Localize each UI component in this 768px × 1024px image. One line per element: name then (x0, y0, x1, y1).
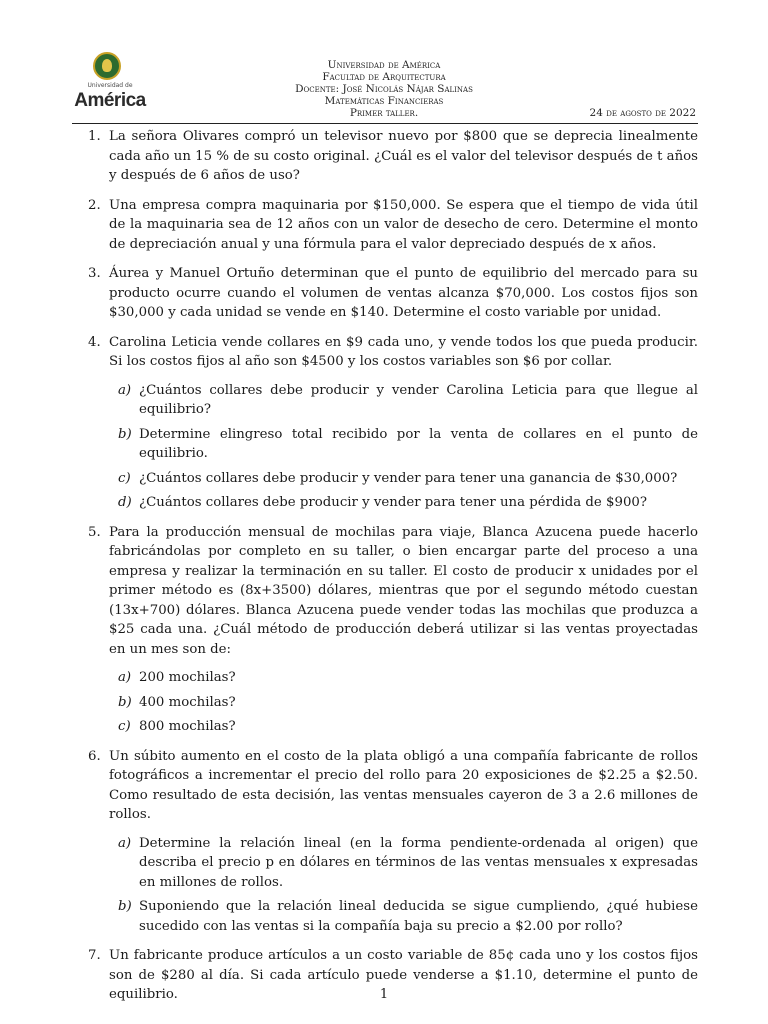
problem-text: La señora Olivares compró un televisor nuevo por $800 que se deprecia linealmente cada año un 15 % de su costo original. ¿Cuál es el valor del televisor después de t años y después de 6 años de uso? (109, 129, 698, 183)
header-rule (72, 123, 698, 124)
problem-number: 1. (88, 129, 101, 144)
sub-question (109, 493, 698, 513)
header-info (234, 59, 534, 119)
sub-question (109, 717, 698, 737)
sub-question-text: ¿Cuántos collares debe producir y vender para tener una pérdida de $900? (139, 495, 647, 510)
sub-question-text: 200 mochilas? (139, 670, 236, 685)
page-number: 1 (379, 987, 389, 1002)
logo-name: América (74, 90, 146, 111)
sub-question-text: ¿Cuántos collares debe producir y vender para tener una ganancia de $30,000? (139, 470, 678, 486)
sub-question-list (109, 834, 698, 937)
logo-caption: Universidad de (87, 82, 133, 89)
problem-number: 4. (88, 334, 101, 350)
sub-question-text: Determine elingreso total recibido por la venta de collares en el punto de equilibrio. (139, 426, 698, 461)
assignment-title: Primer taller. (349, 107, 419, 119)
sub-question (109, 693, 698, 713)
problem-number: 7. (88, 948, 101, 963)
problem-item (80, 264, 698, 323)
sub-question (109, 668, 698, 688)
problem-number: 3. (88, 266, 101, 281)
sub-question-text: 400 mochilas? (139, 694, 236, 710)
sub-question-text: Determine la relación lineal (en la forma pendiente-ordenada al origen) que describa el precio p en dólares en términos de las ventas mensuales x expresadas en millones de rollos. (139, 835, 698, 890)
sub-question-list (109, 381, 698, 513)
sub-question-label: d) (118, 495, 132, 510)
problem-text: Para la producción mensual de mochilas para viaje, Blanca Azucena puede hacerlo fabricándolas por completo en su taller, o bien encargar parte del proceso a una empresa y realizar la terminación en su taller. El costo de producir x unidades por el primer método es (8x+3500) dólares, mientras que por el segundo método cuestan (13x+700) dólares. Blanca Azucena puede vender todas las mochilas que produzca a $25 cada una. ¿Cuál método de producción deberá utilizar si las ventas proyectadas en un mes son de: (109, 524, 698, 657)
problem-item (80, 196, 698, 255)
sub-question (109, 381, 698, 420)
sub-question-label: a) (118, 382, 132, 398)
sub-question-label: a) (118, 835, 132, 851)
problem-item (80, 333, 698, 513)
faculty-name: Facultad de Arquitectura (322, 71, 446, 83)
university-seal-icon (93, 52, 121, 80)
problem-list (80, 127, 698, 1015)
sub-question-text: ¿Cuántos collares debe producir y vender Carolina Leticia para que llegue al equilibrio? (139, 382, 698, 417)
problem-item (80, 127, 698, 186)
sub-question-label: c) (118, 470, 131, 486)
problem-text: Un súbito aumento en el costo de la plata obligó a una compañía fabricante de rollos fotográficos a incrementar el precio del rollo para 20 exposiciones de $2.25 a $2.50. Como resultado de esta decisión, las ventas mensuales cayeron de 3 a 2.6 millones de rollos. (109, 748, 698, 822)
problem-text: Una empresa compra maquinaria por $150,000. Se espera que el tiempo de vida útil de la maquinaria sea de 12 años con un valor de desecho de cero. Determine el monto de depreciación anual y una fórmula para el valor depreciado después de x años. (109, 197, 698, 252)
problem-number: 5. (88, 524, 101, 540)
sub-question-text: Suponiendo que la relación lineal deducida se sigue cumpliendo, ¿qué hubiese sucedido con las ventas si la compañía baja su precio a $2.00 por rollo? (139, 899, 698, 934)
problem-number: 2. (88, 197, 101, 213)
problem-text: Carolina Leticia vende collares en $9 cada uno, y vende todos los que pueda producir. Si los costos fijos al año son $4500 y los costos variables son $6 por collar. (109, 334, 698, 369)
sub-question-text: 800 mochilas? (139, 719, 236, 734)
sub-question (109, 425, 698, 464)
problem-item (80, 747, 698, 937)
sub-question-label: b) (118, 426, 132, 442)
sub-question (109, 469, 698, 489)
sub-question-label: b) (118, 694, 132, 710)
problem-text: Áurea y Manuel Ortuño determinan que el punto de equilibrio del mercado para su producto ocurre cuando el volumen de ventas alcanza $70,000. Los costos fijos son $30,000 y cada unidad se vende en $140. Determine el costo variable por unidad. (109, 266, 698, 320)
sub-question-label: b) (118, 899, 132, 914)
teacher-name: Docente: José Nicolás Nájar Salinas (295, 83, 473, 95)
university-name: Universidad de América (327, 59, 441, 71)
problem-text: Un fabricante produce artículos a un costo variable de 85¢ cada uno y los costos fijos son de $280 al día. Si cada artículo puede venderse a $1.10, determine el punto de equilibrio. (109, 948, 698, 1002)
header-date: 24 de agosto de 2022 (589, 107, 696, 119)
problem-number: 6. (88, 748, 101, 764)
sub-question-label: c) (118, 719, 131, 734)
university-logo (72, 52, 144, 112)
course-name: Matemáticas Financieras (324, 95, 444, 107)
problem-item (80, 523, 698, 737)
sub-question-list (109, 668, 698, 737)
sub-question-label: a) (118, 670, 132, 685)
sub-question (109, 834, 698, 893)
sub-question (109, 897, 698, 936)
document-header (0, 0, 768, 125)
